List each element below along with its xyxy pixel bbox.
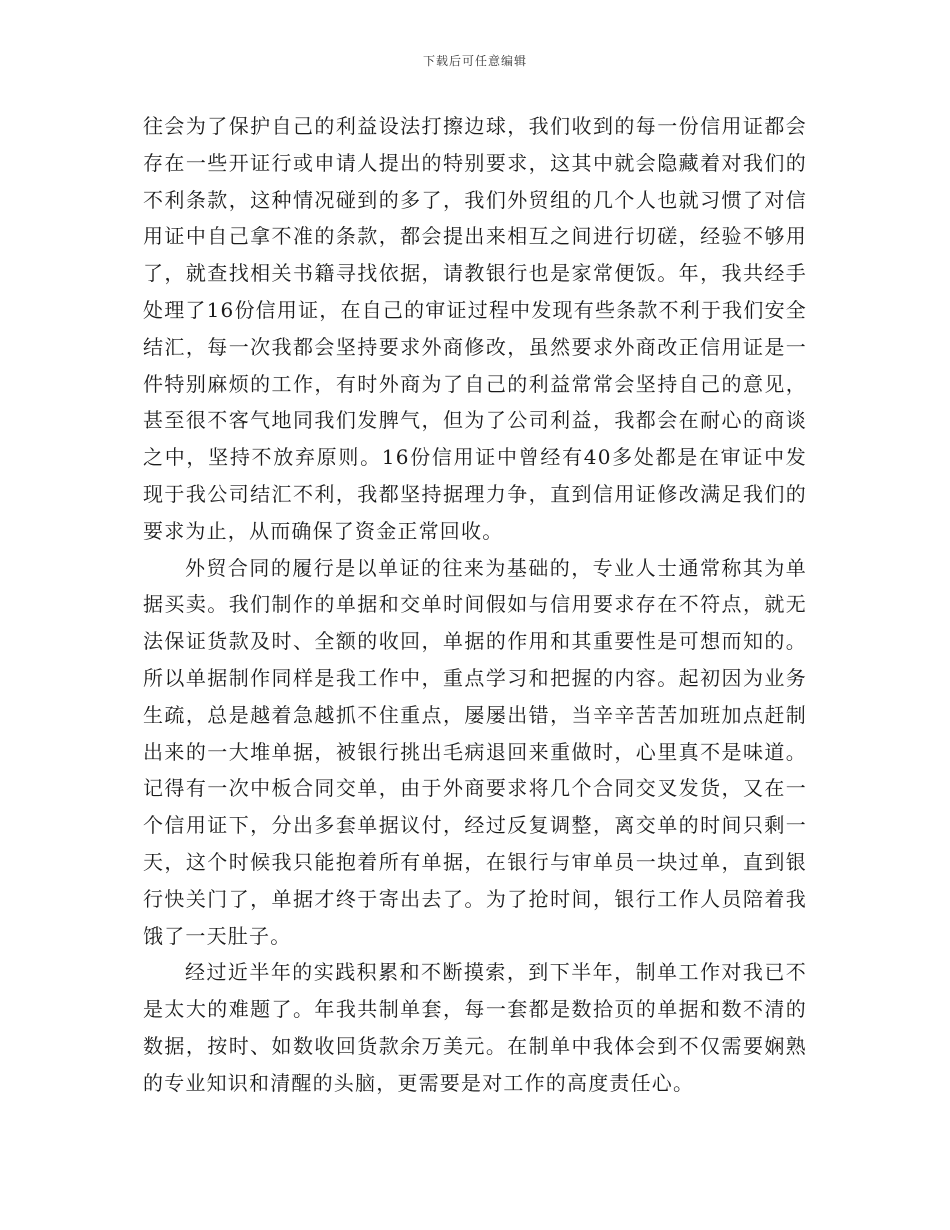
page-header-note: 下载后可任意编辑 xyxy=(422,54,527,68)
paragraph-letter-of-credit: 往会为了保护自己的利益设法打擦边球，我们收到的每一份信用证都会存在一些开证行或申请人提出的特别要求，这其中就会隐藏着对我们的不利条款，这种情况碰到的多了，我们外贸组的几个人也就习惯了对信用证中自己拿不准的条款，都会提出来相互之间进行切磋，经验不够用了，就查找相关书籍寻找依据，请教银行也是家常便饭。年，我共经手处理了16份信用证，在自己的审证过程中发现有些条款不利于我们安全结汇，每一次我都会坚持要求外商修改，虽然要求外商改正信用证是一件特别麻烦的工作，有时外商为了自己的利益常常会坚持自己的意见，甚至很不客气地同我们发脾气，但为了公司利益，我都会在耐心的商谈之中，坚持不放弃原则。16份信用证中曾经有40多处都是在审证中发现于我公司结汇不利，我都坚持据理力争，直到信用证修改满足我们的要求为止，从而确保了资金正常回收。 xyxy=(143,114,807,543)
paragraph-half-year-summary: 经过近半年的实践积累和不断摸索，到下半年，制单工作对我已不是太大的难题了。年我共制单套，每一套都是数拾页的单据和数不清的数据，按时、如数收回货款余万美元。在制单中我体会到不仅需要娴熟的专业知识和清醒的头脑，更需要是对工作的高度责任心。 xyxy=(143,960,807,1095)
paragraph-documents-trading: 外贸合同的履行是以单证的往来为基础的，专业人士通常称其为单据买卖。我们制作的单据和交单时间假如与信用要求存在不符点，就无法保证货款及时、全额的收回，单据的作用和其重要性是可想而知的。所以单据制作同样是我工作中，重点学习和把握的内容。起初因为业务生疏，总是越着急越抓不住重点，屡屡出错，当辛辛苦苦加班加点赶制出来的一大堆单据，被银行挑出毛病退回来重做时，心里真不是味道。记得有一次中板合同交单，由于外商要求将几个合同交叉发货，又在一个信用证下，分出多套单据议付，经过反复调整，离交单的时间只剩一天，这个时候我只能抱着所有单据，在银行与审单员一块过单，直到银行快关门了，单据才终于寄出去了。为了抢时间，银行工作人员陪着我饿了一天肚子。 xyxy=(143,555,807,948)
document-body xyxy=(143,108,807,1102)
